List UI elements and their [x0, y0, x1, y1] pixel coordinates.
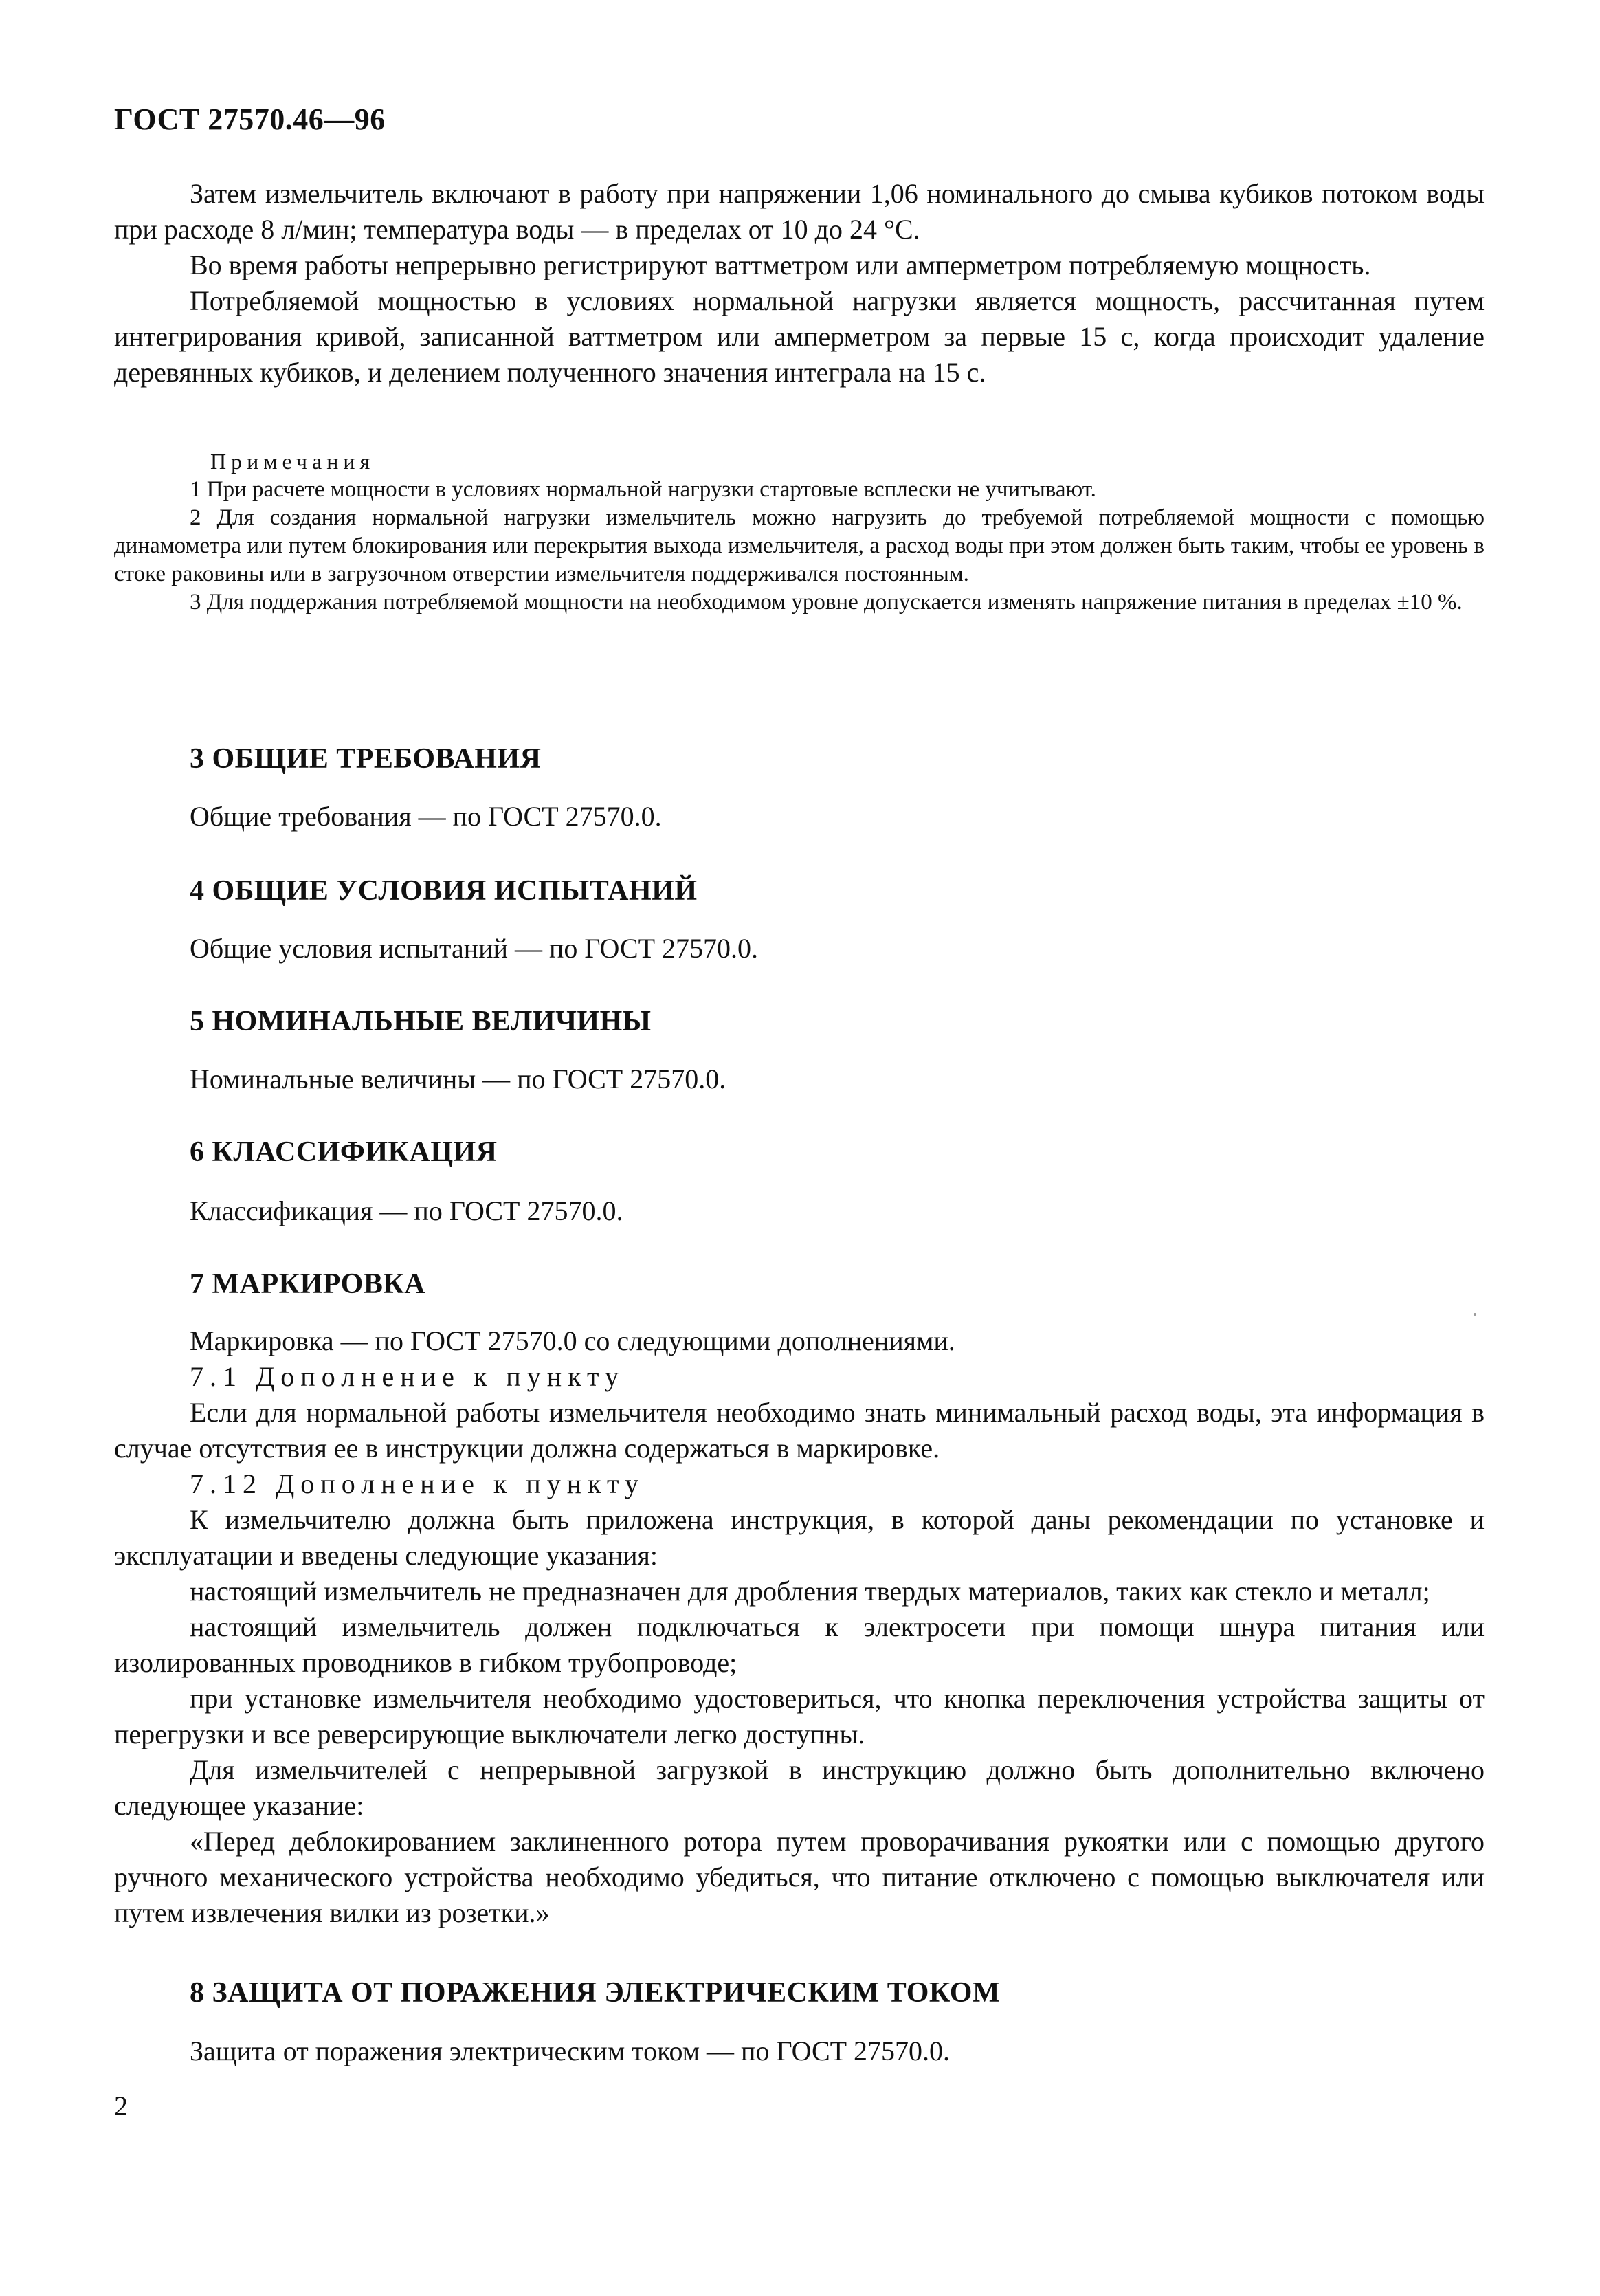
note-item: 1 При расчете мощности в условиях нормальной нагрузки стартовые всплески не учитывают.: [190, 477, 1096, 502]
intro-paragraph: Затем измельчитель включают в работу при напряжении 1,06 номинального до смыва кубиков потоком воды при расходе 8 л/мин; температура воды — в пределах от 10 до 24 °С.: [114, 178, 1485, 245]
section-text: Общие требования — по ГОСТ 27570.0.: [190, 801, 662, 832]
section-text: Номинальные величины — по ГОСТ 27570.0.: [190, 1063, 726, 1094]
section-heading: 6 КЛАССИФИКАЦИЯ: [190, 1136, 498, 1168]
standard-header: ГОСТ 27570.46—96: [114, 102, 386, 136]
intro-paragraph: Во время работы непрерывно регистрируют ваттметром или амперметром потребляемую мощность.: [190, 250, 1371, 280]
marking-paragraph: «Перед деблокированием заклиненного ротора путем проворачивания рукоятки или с помощью другого ручного механического устройства необходимо убедиться, что питание отключено с помощью выключателя или путем извлечения вилки из розетки.»: [114, 1826, 1485, 1928]
section-heading: 7 МАРКИРОВКА: [190, 1268, 426, 1300]
scan-speck: [1474, 1313, 1476, 1316]
note-item: 2 Для создания нормальной нагрузки измельчитель можно нагрузить до требуемой потребляемой мощности с помощью динамометра или путем блокирования или перекрытия выхода измельчителя, а расход воды при этом должен быть таким, чтобы ее уровень в стоке раковины или в загрузочном отверстии измельчителя поддерживался постоянным.: [114, 505, 1485, 586]
section-heading: 8 ЗАЩИТА ОТ ПОРАЖЕНИЯ ЭЛЕКТРИЧЕСКИМ ТОКОМ: [190, 1977, 1001, 2009]
marking-paragraph: Для измельчителей с непрерывной загрузкой в инструкцию должно быть дополнительно включено следующее указание:: [114, 1754, 1485, 1821]
section-text: Защита от поражения электрическим током — по ГОСТ 27570.0.: [190, 2035, 951, 2066]
intro-block: [114, 176, 1485, 390]
marking-paragraph: настоящий измельчитель должен подключаться к электросети при помощи шнура питания или изолированных проводников в гибком трубопроводе;: [114, 1611, 1485, 1678]
marking-intro: Маркировка — по ГОСТ 27570.0 со следующими дополнениями.: [190, 1325, 955, 1356]
note-item: 3 Для поддержания потребляемой мощности на необходимом уровне допускается изменять напряжение питания в пределах ±10 %.: [190, 590, 1463, 615]
marking-paragraph: при установке измельчителя необходимо удостовериться, что кнопка переключения устройства защиты от перегрузки и все реверсирующие выключатели легко доступны.: [114, 1683, 1485, 1749]
notes-block: [114, 447, 1485, 617]
section-text: Классификация — по ГОСТ 27570.0.: [190, 1195, 623, 1226]
clause-7-12-label: 7.12 Дополнение к пункту: [190, 1468, 645, 1499]
marking-block: [114, 1323, 1485, 1931]
section-heading: 4 ОБЩИЕ УСЛОВИЯ ИСПЫТАНИЙ: [190, 875, 698, 907]
section-heading: 5 НОМИНАЛЬНЫЕ ВЕЛИЧИНЫ: [190, 1006, 652, 1037]
section-text: Общие условия испытаний — по ГОСТ 27570.0.: [190, 933, 759, 964]
page-number: 2: [114, 2090, 128, 2121]
marking-paragraph: настоящий измельчитель не предназначен для дробления твердых материалов, таких как стекло и металл;: [190, 1576, 1430, 1607]
marking-paragraph: К измельчителю должна быть приложена инструкция, в которой даны рекомендации по установке и эксплуатации и введены следующие указания:: [114, 1504, 1485, 1571]
section-heading: 3 ОБЩИЕ ТРЕБОВАНИЯ: [190, 743, 542, 775]
intro-paragraph: Потребляемой мощностью в условиях нормальной нагрузки является мощность, рассчитанная путем интегрирования кривой, записанной ваттметром или амперметром за первые 15 с, когда происходит удаление деревянных кубиков, и делением полученного значения интеграла на 15 с.: [114, 285, 1485, 388]
clause-7-1-label: 7.1 Дополнение к пункту: [190, 1361, 625, 1392]
notes-title: Примечания: [210, 449, 375, 474]
clause-7-1-text: Если для нормальной работы измельчителя необходимо знать минимальный расход воды, эта информация в случае отсутствия ее в инструкции должна содержаться в маркировке.: [114, 1397, 1485, 1464]
